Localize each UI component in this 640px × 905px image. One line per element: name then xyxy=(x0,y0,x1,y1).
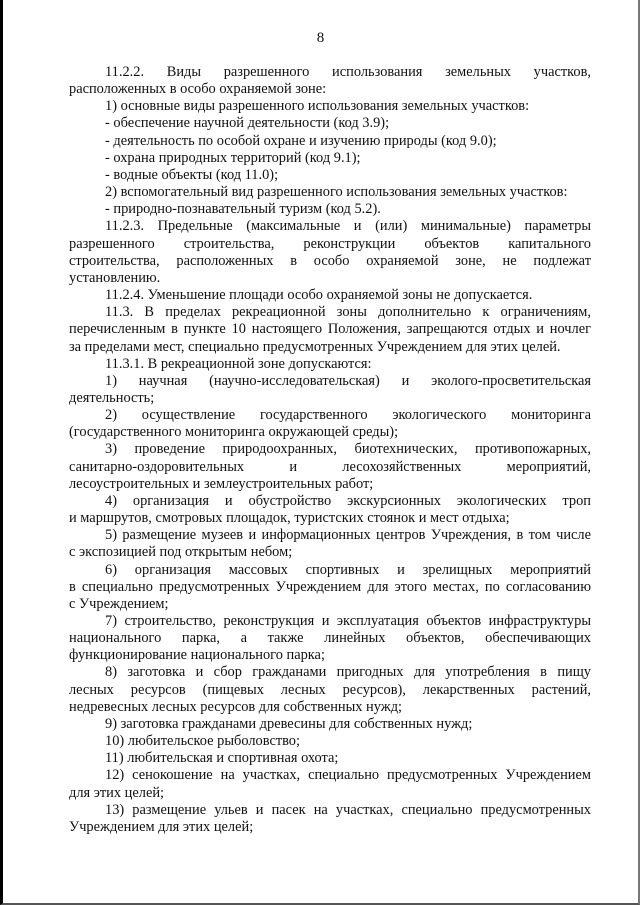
text-line: - природно-познавательный туризм (код 5.2). xyxy=(105,201,381,218)
text-line: 7) строительство, реконструкция и эксплуатация объектов инфраструктуры xyxy=(105,613,591,629)
text-line: перечисленным в пункте 10 настоящего Положения, запрещаются отдых и ночлег xyxy=(69,321,591,338)
text-line: разрешенного строительства, реконструкции объектов капитального xyxy=(69,235,591,252)
text-line: Учреждением для этих целей; xyxy=(69,818,254,835)
text-line: санитарно-оздоровительных и лесохозяйственных мероприятий, xyxy=(69,458,591,475)
text-line: в специально предусмотренных Учреждением для этого местах, по согласованию xyxy=(69,578,591,595)
text-line: недревесных лесных ресурсов для собственных нужд; xyxy=(69,698,403,715)
text-line: лесоустроительных и землеустроительных работ; xyxy=(69,475,374,492)
text-line: 11.2.3. Предельные (максимальные и (или) минимальные) параметры xyxy=(105,218,591,235)
text-line: 5) размещение музеев и информационных центров Учреждения, в том числе xyxy=(105,527,591,544)
text-line: (государственного мониторинга окружающей среды); xyxy=(69,424,399,441)
text-line: установлению. xyxy=(69,269,161,286)
text-line: 4) организация и обустройство экскурсионных экологических троп xyxy=(105,492,591,509)
text-line: 9) заготовка гражданами древесины для собственных нужд; xyxy=(105,715,473,732)
text-line: 8) заготовка и сбор гражданами пригодных для употребления в пищу xyxy=(105,664,591,681)
text-line: 6) организация массовых спортивных и зрелищных мероприятий xyxy=(105,561,591,578)
text-line: 2) вспомогательный вид разрешенного использования земельных участков: xyxy=(105,184,568,201)
text-line: и маршрутов, смотровых площадок, туристских стоянок и мест отдыха; xyxy=(69,510,510,527)
text-line: функционирование национального парка; xyxy=(69,647,325,664)
text-line: - обеспечение научной деятельности (код 3.9); xyxy=(105,115,390,132)
text-line: с Учреждением; xyxy=(69,595,169,612)
text-line: с экспозицией под открытым небом; xyxy=(69,544,293,561)
text-line: 11) любительская и спортивная охота; xyxy=(105,750,339,767)
page-number: 8 xyxy=(316,30,325,46)
text-line: 1) основные виды разрешенного использования земельных участков: xyxy=(105,98,530,115)
text-line: 12) сенокошение на участках, специально предусмотренных Учреждением xyxy=(105,767,591,784)
text-line: строительства, расположенных в особо охраняемой зоне, не подлежат xyxy=(69,252,591,269)
text-line: расположенных в особо охраняемой зоне: xyxy=(69,81,327,98)
text-line: 3) проведение природоохранных, биотехнических, противопожарных, xyxy=(105,441,591,458)
text-line: - водные объекты (код 11.0); xyxy=(105,166,279,183)
text-line: деятельность; xyxy=(69,389,155,406)
text-line: за пределами мест, специально предусмотренных Учреждением для этих целей. xyxy=(69,338,561,355)
text-line: - деятельность по особой охране и изучению природы (код 9.0); xyxy=(105,132,497,149)
document-body xyxy=(69,64,591,836)
text-line: 10) любительское рыболовство; xyxy=(105,733,301,750)
text-line: 11.2.4. Уменьшение площади особо охраняемой зоны не допускается. xyxy=(105,287,533,304)
text-line: 13) размещение ульев и пасек на участках, специально предусмотренных xyxy=(105,801,591,818)
text-line: лесных ресурсов (пищевых лесных ресурсов), лекарственных растений, xyxy=(69,681,591,698)
text-line: 2) осуществление государственного экологического мониторинга xyxy=(105,407,591,424)
text-line: 1) научная (научно-исследовательская) и эколого-просветительская xyxy=(105,372,591,389)
text-line: для этих целей; xyxy=(69,784,165,801)
text-line: 11.3. В пределах рекреационной зоны дополнительно к ограничениям, xyxy=(105,304,591,321)
text-line: национального парка, а также линейных объектов, обеспечивающих xyxy=(69,630,591,647)
text-line: 11.3.1. В рекреационной зоне допускаются: xyxy=(105,355,372,372)
text-line: - охрана природных территорий (код 9.1); xyxy=(105,149,361,166)
text-line: 11.2.2. Виды разрешенного использования земельных участков, xyxy=(105,64,591,80)
